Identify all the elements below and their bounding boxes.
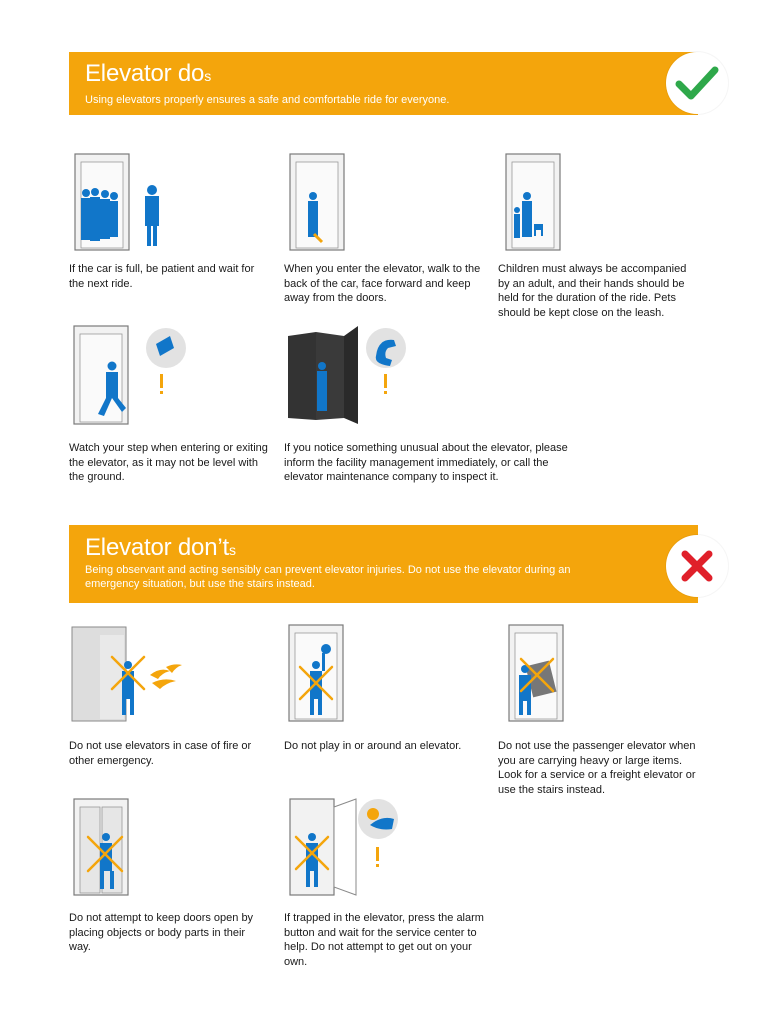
heavy-load-illustration <box>503 623 583 723</box>
fire-illustration <box>70 623 190 723</box>
donts-subtitle: Being observant and acting sensibly can prevent elevator injuries. Do not use the elevator during an emergency situation, but use the stairs instead. <box>85 564 571 590</box>
cross-icon <box>666 535 728 597</box>
play-illustration <box>286 623 366 723</box>
dos-caption-2: When you enter the elevator, walk to the back of the car, face forward and keep away from the doors. <box>284 263 481 304</box>
checkmark-icon <box>666 52 728 114</box>
donts-title: Elevator don’ts <box>85 534 236 561</box>
hold-doors-illustration <box>70 797 150 897</box>
donts-caption-5: If trapped in the elevator, press the alarm button and wait for the service center to help. Do not attempt to get out on your own. <box>284 912 484 968</box>
dos-title: Elevator dos <box>85 60 212 87</box>
trapped-illustration <box>286 797 406 897</box>
dos-caption-1: If the car is full, be patient and wait for the next ride. <box>69 263 255 290</box>
dos-badge <box>666 52 728 114</box>
watch-step-illustration <box>70 324 190 428</box>
dos-banner <box>69 52 698 115</box>
donts-caption-1: Do not use elevators in case of fire or other emergency. <box>69 740 252 767</box>
child-pet-illustration <box>503 152 583 252</box>
donts-badge <box>666 535 728 597</box>
donts-caption-2: Do not play in or around an elevator. <box>284 740 462 752</box>
dos-caption-4: Watch your step when entering or exiting the elevator, as it may not be level with the ground. <box>69 442 268 483</box>
dos-subtitle: Using elevators properly ensures a safe and comfortable ride for everyone. <box>85 94 450 106</box>
enter-elevator-illustration <box>286 152 366 252</box>
dos-caption-5: If you notice something unusual about the elevator, please inform the facility management immediately, or call the elevator maintenance company to inspect it. <box>284 442 568 483</box>
donts-banner <box>69 525 698 603</box>
donts-caption-3: Do not use the passenger elevator when you are carrying heavy or large items. Look for a service or a freight elevator or use the stairs instead. <box>498 740 696 796</box>
dos-caption-3: Children must always be accompanied by an adult, and their hands should be held for the duration of the ride. Pets should be kept close on the leash. <box>498 263 687 319</box>
report-issue-illustration <box>286 324 410 428</box>
donts-caption-4: Do not attempt to keep doors open by placing objects or body parts in their way. <box>69 912 254 953</box>
full-elevator-illustration <box>70 152 190 252</box>
